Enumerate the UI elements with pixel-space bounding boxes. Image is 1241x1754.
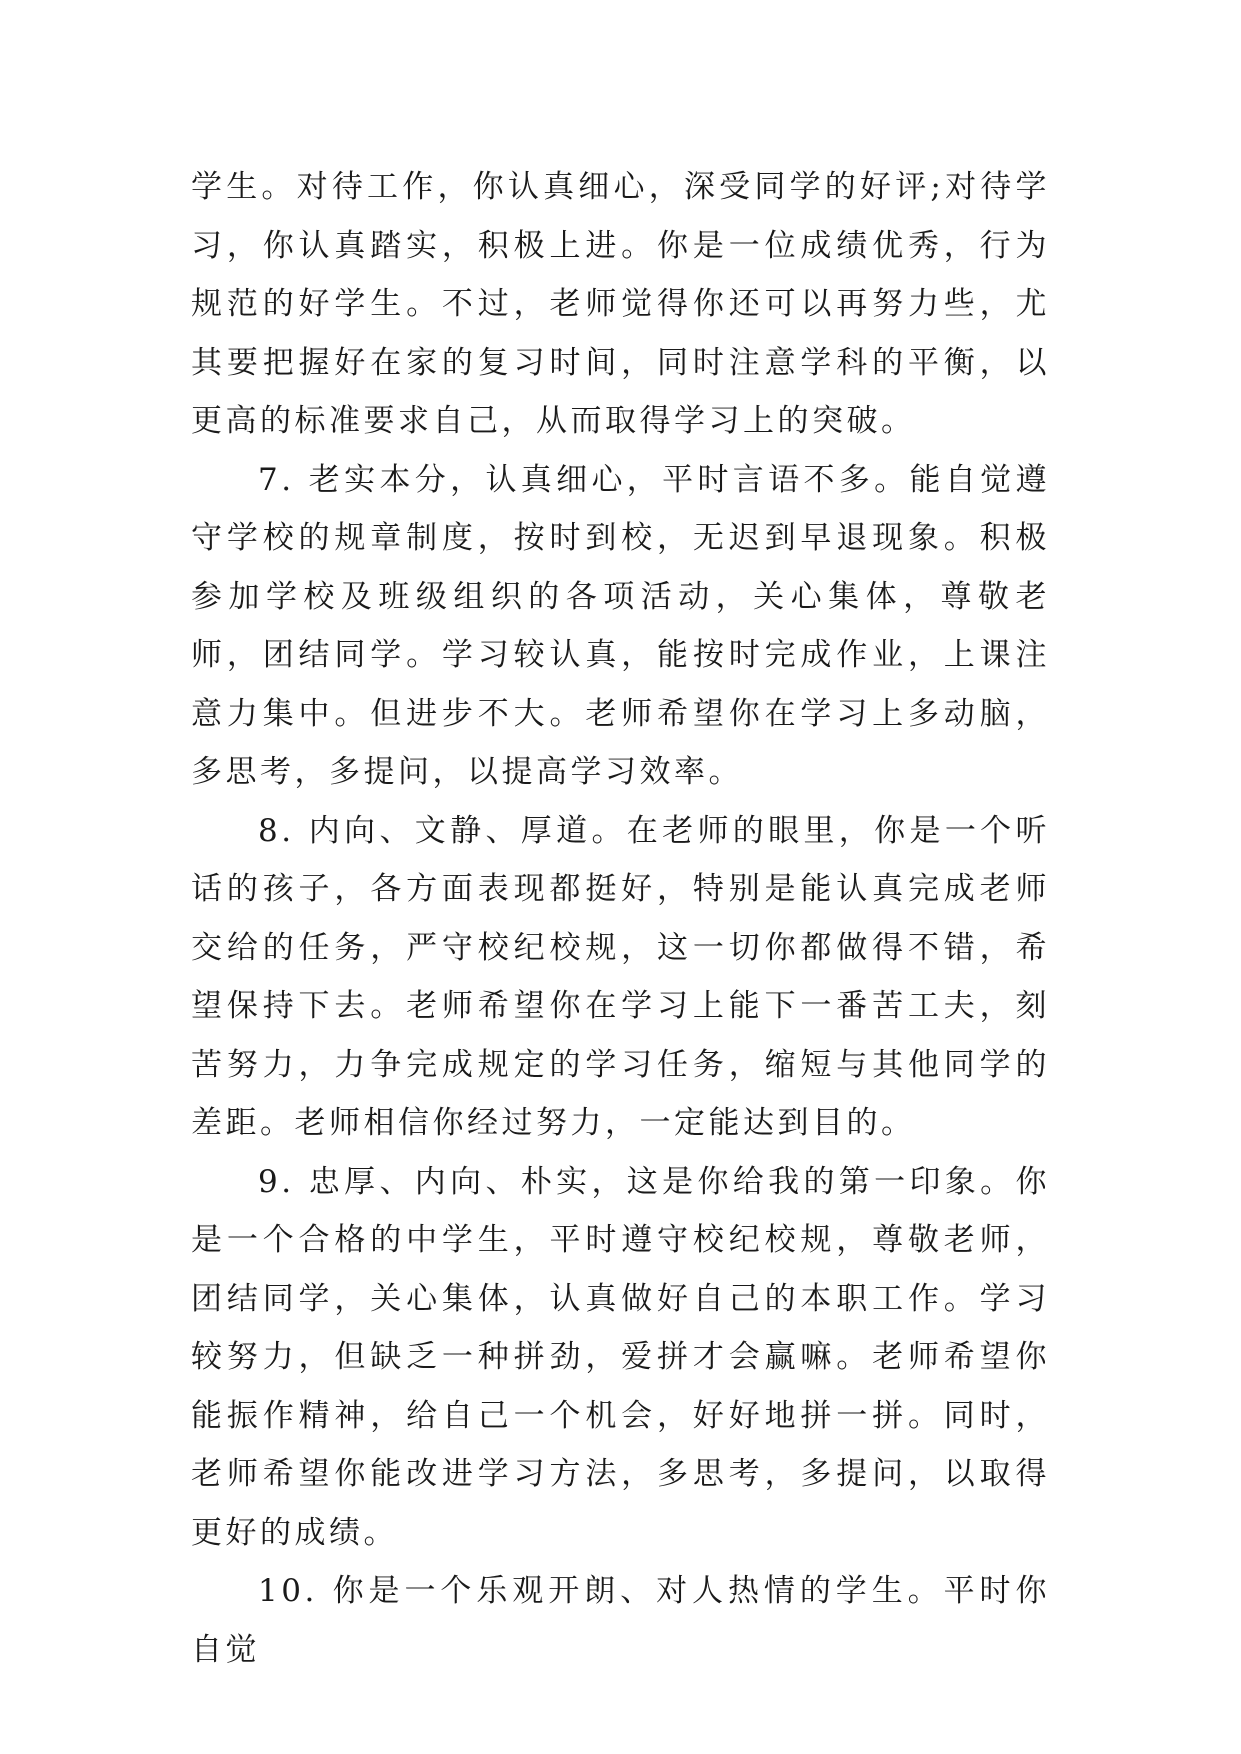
paragraph-8: 8. 内向、文静、厚道。在老师的眼里，你是一个听话的孩子，各方面表现都挺好，特别是能认真完成老师交给的任务，严守校纪校规，这一切你都做得不错，希望保持下去。老师希望你在学习上能下一番苦工夫，刻苦努力，力争完成规定的学习任务，缩短与其他同学的差距。老师相信你经过努力，一定能达到目的。: [191, 812, 1050, 1141]
document-page: [191, 158, 1050, 1679]
paragraph-9: 9. 忠厚、内向、朴实，这是你给我的第一印象。你是一个合格的中学生，平时遵守校纪校规，尊敬老师，团结同学，关心集体，认真做好自己的本职工作。学习较努力，但缺乏一种拼劲，爱拼才会赢嘛。老师希望你能振作精神，给自己一个机会，好好地拼一拼。同时，老师希望你能改进学习方法，多思考，多提问，以取得更好的成绩。: [191, 1163, 1050, 1551]
paragraph-10: 10. 你是一个乐观开朗、对人热情的学生。平时你自觉: [191, 1573, 1050, 1668]
paragraph-7: 7. 老实本分，认真细心，平时言语不多。能自觉遵守学校的规章制度，按时到校，无迟到早退现象。积极参加学校及班级组织的各项活动，关心集体，尊敬老师，团结同学。学习较认真，能按时完成作业，上课注意力集中。但进步不大。老师希望你在学习上多动脑，多思考，多提问，以提高学习效率。: [191, 461, 1050, 790]
paragraph-6-continued: 学生。对待工作，你认真细心，深受同学的好评;对待学习，你认真踏实，积极上进。你是一位成绩优秀，行为规范的好学生。不过，老师觉得你还可以再努力些，尤其要把握好在家的复习时间，同时注意学科的平衡，以更高的标准要求自己，从而取得学习上的突破。: [191, 169, 1050, 439]
